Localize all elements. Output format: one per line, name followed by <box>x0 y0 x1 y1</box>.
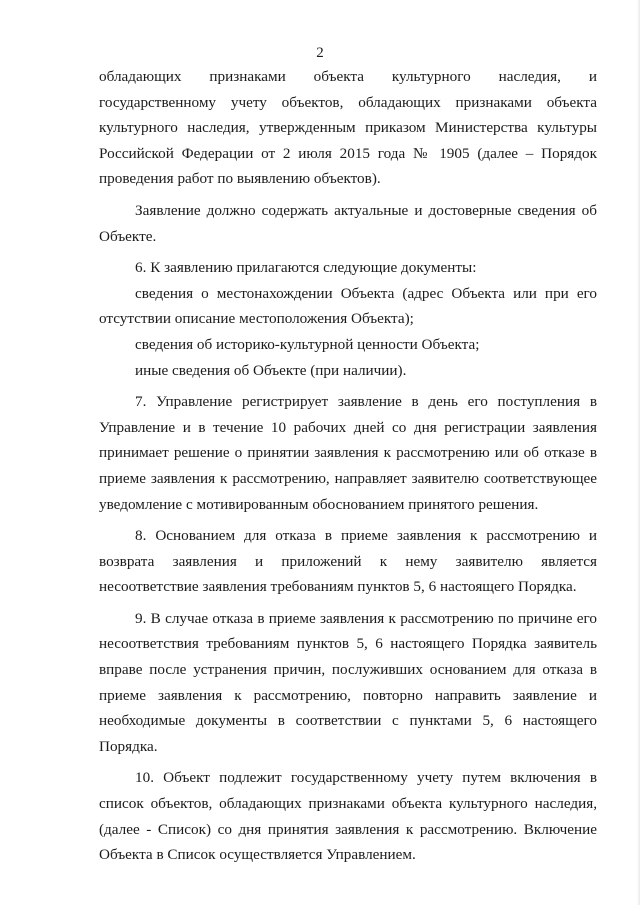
paragraph-item-9: 9. В случае отказа в приеме заявления к рассмотрению по причине его несоответствия требованиям пунктов 5, 6 настоящего Порядка заявитель вправе после устранения причин, послуживших основанием для отказа в приеме заявления к рассмотрению, повторно направить заявление и необходимые документы в соответствии с пунктами 5, 6 настоящего Порядка. <box>99 609 597 755</box>
paragraph-application-content: Заявление должно содержать актуальные и достоверные сведения об Объекте. <box>99 201 597 245</box>
list-item-other-info: иные сведения об Объекте (при наличии). <box>135 361 407 379</box>
document-body <box>99 64 597 874</box>
paragraph-item-6: 6. К заявлению прилагаются следующие документы: <box>135 259 477 277</box>
paragraph-continuation: обладающих признаками объекта культурного наследия, и государственному учету объектов, обладающих признаками объекта культурного наследия, утвержденным приказом Министерства культуры Российской Федерации от 2 июля 2015 года № 1905 (далее – Порядок проведения работ по выявлению объектов). <box>99 68 597 188</box>
list-item-historical-value: сведения об историко-культурной ценности Объекта; <box>135 335 480 353</box>
paragraph-item-10: 10. Объект подлежит государственному учету путем включения в список объектов, обладающих признаками объекта культурного наследия, (далее - Список) со дня принятия заявления к рассмотрению. Включение Объекта в Список осуществляется Управлением. <box>99 769 597 864</box>
paragraph-item-7: 7. Управление регистрирует заявление в день его поступления в Управление и в течение 10 рабочих дней со дня регистрации заявления принимает решение о принятии заявления к рассмотрению или об отказе в приеме заявления к рассмотрению, направляет заявителю соответствующее уведомление с мотивированным обоснованием принятого решения. <box>99 393 597 513</box>
list-item-location: сведения о местонахождении Объекта (адрес Объекта или при его отсутствии описание местоположения Объекта); <box>99 284 597 328</box>
page-number: 2 <box>316 45 324 61</box>
paragraph-item-8: 8. Основанием для отказа в приеме заявления к рассмотрению и возврата заявления и приложений к нему заявителю является несоответствие заявления требованиям пунктов 5, 6 настоящего Порядка. <box>99 527 597 596</box>
